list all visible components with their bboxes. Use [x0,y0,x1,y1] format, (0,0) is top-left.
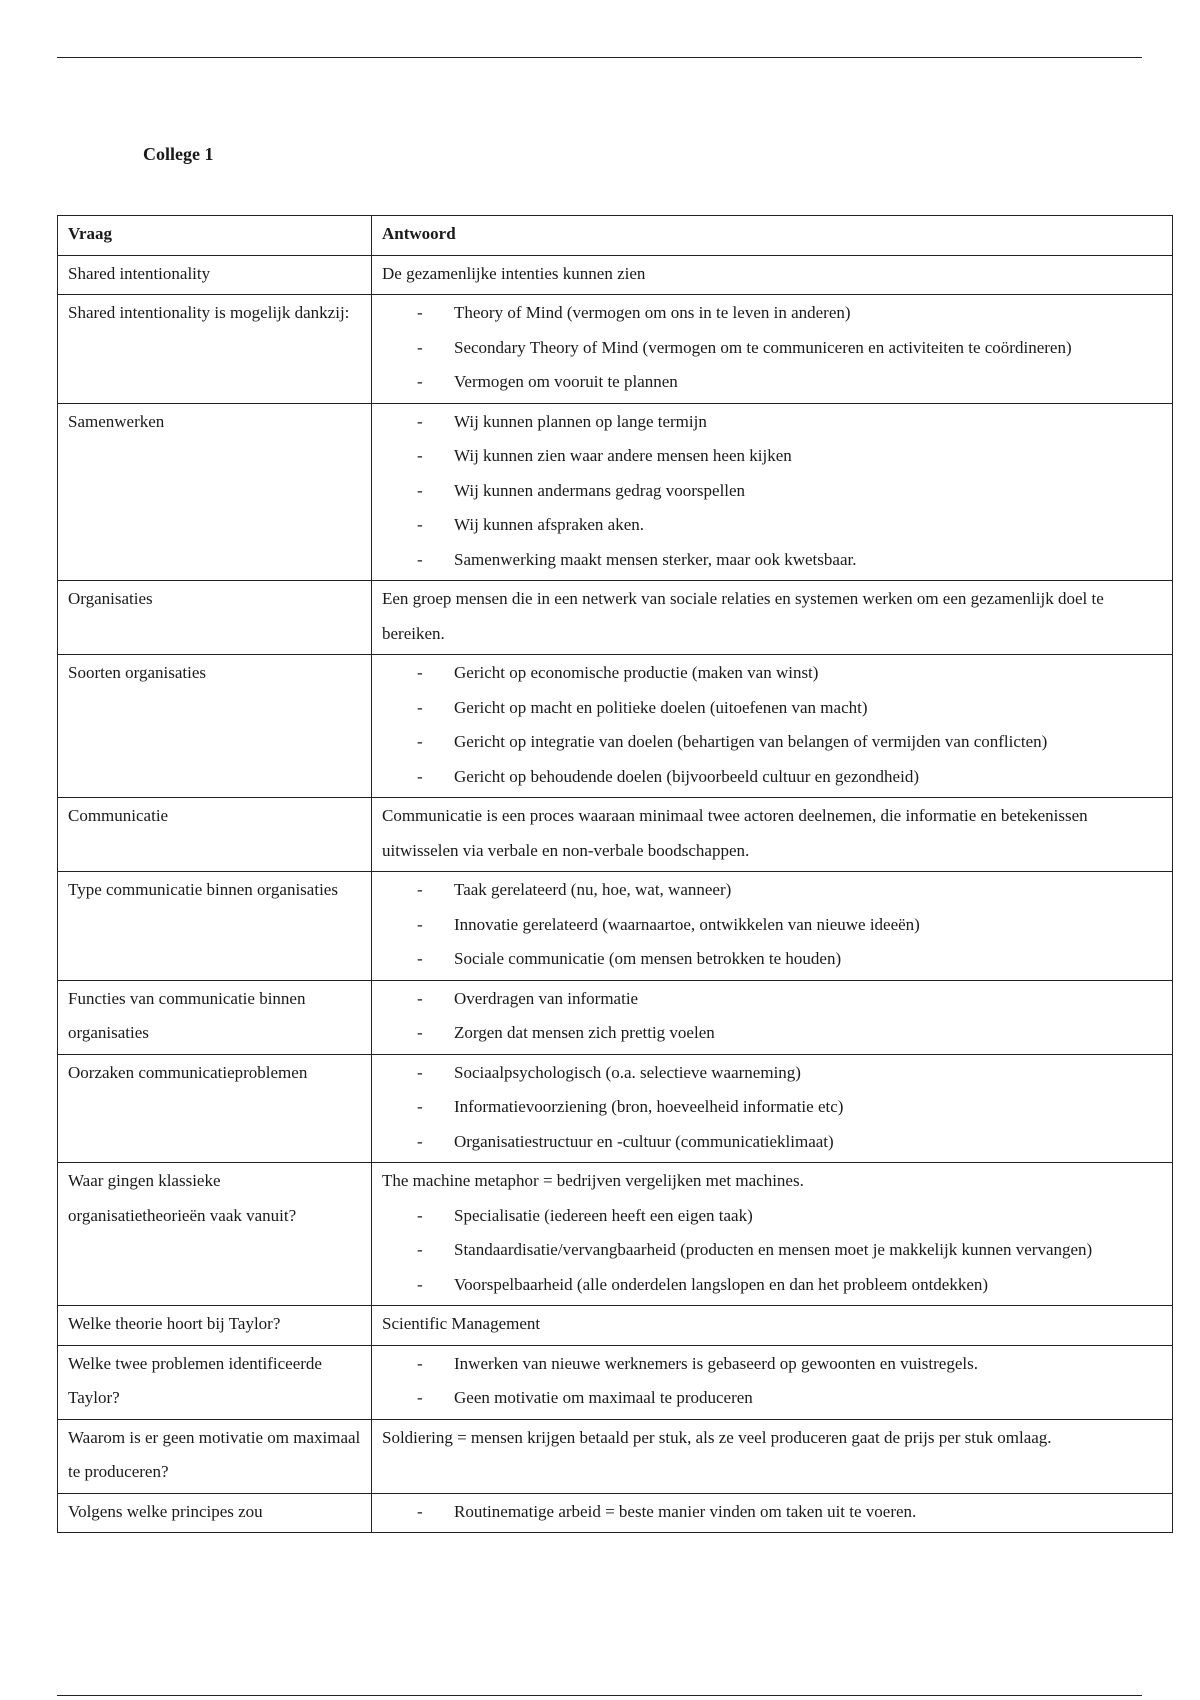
answer-list [382,1495,1162,1530]
answer-text: De gezamenlijke intenties kunnen zien [382,263,646,283]
answer-list-item: - Zorgen dat mensen zich prettig voelen [382,1016,1162,1051]
answer-cell [372,1493,1173,1533]
table-row [58,1493,1173,1533]
table-row [58,255,1173,295]
answer-list-item: - Sociale communicatie (om mensen betrokken te houden) [382,942,1162,977]
answer-list-item: - Theory of Mind (vermogen om ons in te leven in anderen) [382,296,1162,331]
answer-list [382,296,1162,400]
table-row [58,1054,1173,1163]
answer-cell [372,1163,1173,1306]
answer-cell [372,655,1173,798]
answer-list-item: - Gericht op behoudende doelen (bijvoorbeeld cultuur en gezondheid) [382,760,1162,795]
answer-list-item: - Wij kunnen afspraken aken. [382,508,1162,543]
table-row [58,581,1173,655]
answer-list-item: - Gericht op integratie van doelen (behartigen van belangen of vermijden van conflicten) [382,725,1162,760]
table-row [58,872,1173,981]
answer-list-item: - Samenwerking maakt mensen sterker, maar ook kwetsbaar. [382,543,1162,578]
answer-cell [372,1419,1173,1493]
answer-list-item: - Wij kunnen plannen op lange termijn [382,405,1162,440]
question-cell: Functies van communicatie binnen organisaties [58,980,372,1054]
answer-list-item: - Voorspelbaarheid (alle onderdelen langslopen en dan het probleem ontdekken) [382,1268,1162,1303]
answer-cell [372,581,1173,655]
answer-cell [372,1306,1173,1346]
answer-list [382,873,1162,977]
answer-list-item: - Standaardisatie/vervangbaarheid (producten en mensen moet je makkelijk kunnen vervangen) [382,1233,1162,1268]
footer-rule [57,1695,1142,1696]
header-rule [57,57,1142,58]
page-title: College 1 [143,144,214,164]
table-row [58,295,1173,404]
table-row [58,1419,1173,1493]
answer-list-item: - Routinematige arbeid = beste manier vinden om taken uit te voeren. [382,1495,1162,1530]
answer-list [382,1199,1162,1303]
table-row [58,655,1173,798]
question-cell: Welke twee problemen identificeerde Taylor? [58,1345,372,1419]
question-cell: Type communicatie binnen organisaties [58,872,372,981]
answer-list-item: - Vermogen om vooruit te plannen [382,365,1162,400]
answer-list-item: - Specialisatie (iedereen heeft een eigen taak) [382,1199,1162,1234]
question-cell: Organisaties [58,581,372,655]
table-row [58,1306,1173,1346]
header-answer: Antwoord [372,216,1173,256]
table-row [58,1163,1173,1306]
answer-cell [372,798,1173,872]
answer-cell [372,872,1173,981]
question-cell: Welke theorie hoort bij Taylor? [58,1306,372,1346]
answer-text: The machine metaphor = bedrijven vergelijken met machines. [382,1171,804,1190]
answer-cell [372,403,1173,581]
answer-list-item: - Geen motivatie om maximaal te produceren [382,1381,1162,1416]
question-cell: Volgens welke principes zou [58,1493,372,1533]
answer-list [382,1056,1162,1160]
question-cell: Waar gingen klassieke organisatietheorieën vaak vanuit? [58,1163,372,1306]
answer-text: Een groep mensen die in een netwerk van sociale relaties en systemen werken om een gezamenlijk doel te bereiken. [382,589,1104,643]
question-cell: Oorzaken communicatieproblemen [58,1054,372,1163]
answer-list-item: - Overdragen van informatie [382,982,1162,1017]
answer-list-item: - Gericht op macht en politieke doelen (uitoefenen van macht) [382,691,1162,726]
table-header-row [58,216,1173,256]
table-row [58,1345,1173,1419]
question-cell: Shared intentionality [58,255,372,295]
answer-list-item: - Wij kunnen andermans gedrag voorspellen [382,474,1162,509]
answer-cell [372,255,1173,295]
answer-list-item: - Innovatie gerelateerd (waarnaartoe, ontwikkelen van nieuwe ideeën) [382,908,1162,943]
answer-list-item: - Inwerken van nieuwe werknemers is gebaseerd op gewoonten en vuistregels. [382,1347,1162,1382]
answer-list-item: - Taak gerelateerd (nu, hoe, wat, wanneer) [382,873,1162,908]
table-row [58,798,1173,872]
answer-cell [372,980,1173,1054]
answer-text: Scientific Management [382,1314,541,1333]
header-question: Vraag [58,216,372,256]
question-cell: Samenwerken [58,403,372,581]
table-row [58,403,1173,581]
answer-list-item: - Informatievoorziening (bron, hoeveelheid informatie etc) [382,1090,1162,1125]
answer-list [382,982,1162,1051]
question-cell: Waarom is er geen motivatie om maximaal te produceren? [58,1419,372,1493]
answer-list [382,1347,1162,1416]
qa-table [57,215,1173,1533]
table-row [58,980,1173,1054]
answer-cell [372,1054,1173,1163]
answer-text: Communicatie is een proces waaraan minimaal twee actoren deelnemen, die informatie en betekenissen uitwisselen via verbale en non-verbale boodschappen. [382,806,1088,860]
answer-text: Soldiering = mensen krijgen betaald per stuk, als ze veel produceren gaat de prijs per stuk omlaag. [382,1427,1052,1447]
question-cell: Communicatie [58,798,372,872]
table-body [58,255,1173,1533]
answer-list-item: - Sociaalpsychologisch (o.a. selectieve waarneming) [382,1056,1162,1091]
question-cell: Soorten organisaties [58,655,372,798]
answer-list-item: - Secondary Theory of Mind (vermogen om te communiceren en activiteiten te coördineren) [382,331,1162,366]
answer-cell [372,295,1173,404]
answer-cell [372,1345,1173,1419]
answer-list [382,656,1162,794]
answer-list [382,405,1162,578]
question-cell: Shared intentionality is mogelijk dankzij: [58,295,372,404]
answer-list-item: - Wij kunnen zien waar andere mensen heen kijken [382,439,1162,474]
answer-list-item: - Organisatiestructuur en -cultuur (communicatieklimaat) [382,1125,1162,1160]
answer-list-item: - Gericht op economische productie (maken van winst) [382,656,1162,691]
